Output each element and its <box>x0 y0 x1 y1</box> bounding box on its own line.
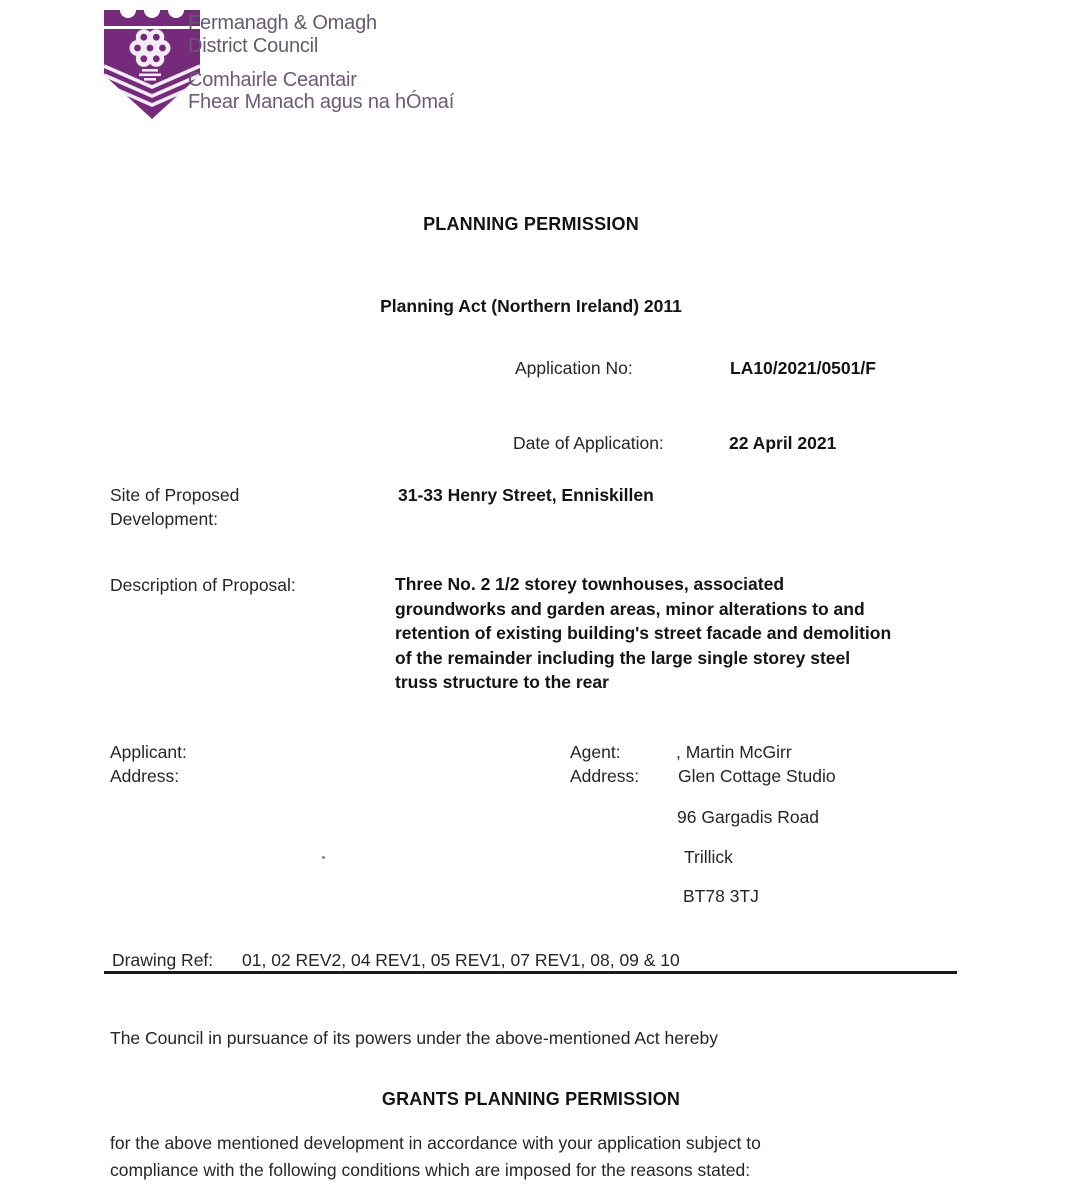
council-name-irish-line2: Fhear Manach agus na hÓmaí <box>188 91 455 113</box>
description-line: of the remainder including the large single storey steel <box>395 647 851 668</box>
drawing-ref-label: Drawing Ref: <box>112 950 214 970</box>
agent-name: , Martin McGirr <box>676 742 792 762</box>
site-label-line2: Development: <box>110 509 218 529</box>
applicant-address-label: Address: <box>110 766 180 786</box>
agent-address-line1: Glen Cottage Studio <box>678 766 836 786</box>
closing-line: for the above mentioned development in accordance with your application subject to <box>110 1133 761 1153</box>
site-label-line1: Site of Proposed <box>110 485 240 505</box>
site-value: 31-33 Henry Street, Enniskillen <box>398 485 654 505</box>
agent-address-line3: Trillick <box>684 847 733 867</box>
application-no-label: Application No: <box>515 358 633 378</box>
agent-address-line2: 96 Gargadis Road <box>677 807 820 827</box>
date-of-application-label: Date of Application: <box>513 433 664 453</box>
drawing-ref-value: 01, 02 REV2, 04 REV1, 05 REV1, 07 REV1, 08, 09 & 10 <box>242 950 680 970</box>
scan-speck <box>322 856 325 859</box>
council-name-irish-line1: Comhairle Ceantair <box>188 69 357 91</box>
council-name-line1: Fermanagh & Omagh <box>188 12 377 34</box>
drawing-ref-divider <box>104 971 957 974</box>
document-title: PLANNING PERMISSION <box>423 214 639 234</box>
applicant-label: Applicant: <box>110 742 187 762</box>
application-no-value: LA10/2021/0501/F <box>730 358 876 378</box>
agent-address-line4: BT78 3TJ <box>683 886 759 906</box>
closing-line: compliance with the following conditions which are imposed for the reasons stated: <box>110 1160 751 1180</box>
description-line: truss structure to the rear <box>395 672 609 692</box>
description-value <box>395 572 891 695</box>
description-line: retention of existing building's street facade and demolition <box>395 623 892 643</box>
closing-paragraph <box>110 1130 761 1184</box>
agent-address-label: Address: <box>570 766 640 786</box>
council-name-english <box>188 12 377 58</box>
date-of-application-value: 22 April 2021 <box>729 433 837 453</box>
agent-label: Agent: <box>570 742 621 762</box>
council-name-line2: District Council <box>188 35 319 57</box>
site-label <box>110 483 239 531</box>
description-label: Description of Proposal: <box>110 575 296 595</box>
description-line: groundworks and garden areas, minor alterations to and <box>395 598 865 619</box>
council-name-irish <box>188 69 454 113</box>
act-subtitle: Planning Act (Northern Ireland) 2011 <box>380 296 682 316</box>
pursuance-text: The Council in pursuance of its powers under the above-mentioned Act hereby <box>110 1028 718 1048</box>
council-crest-icon <box>103 9 201 119</box>
description-line: Three No. 2 1/2 storey townhouses, associated <box>395 574 785 594</box>
grants-heading: GRANTS PLANNING PERMISSION <box>381 1089 681 1109</box>
